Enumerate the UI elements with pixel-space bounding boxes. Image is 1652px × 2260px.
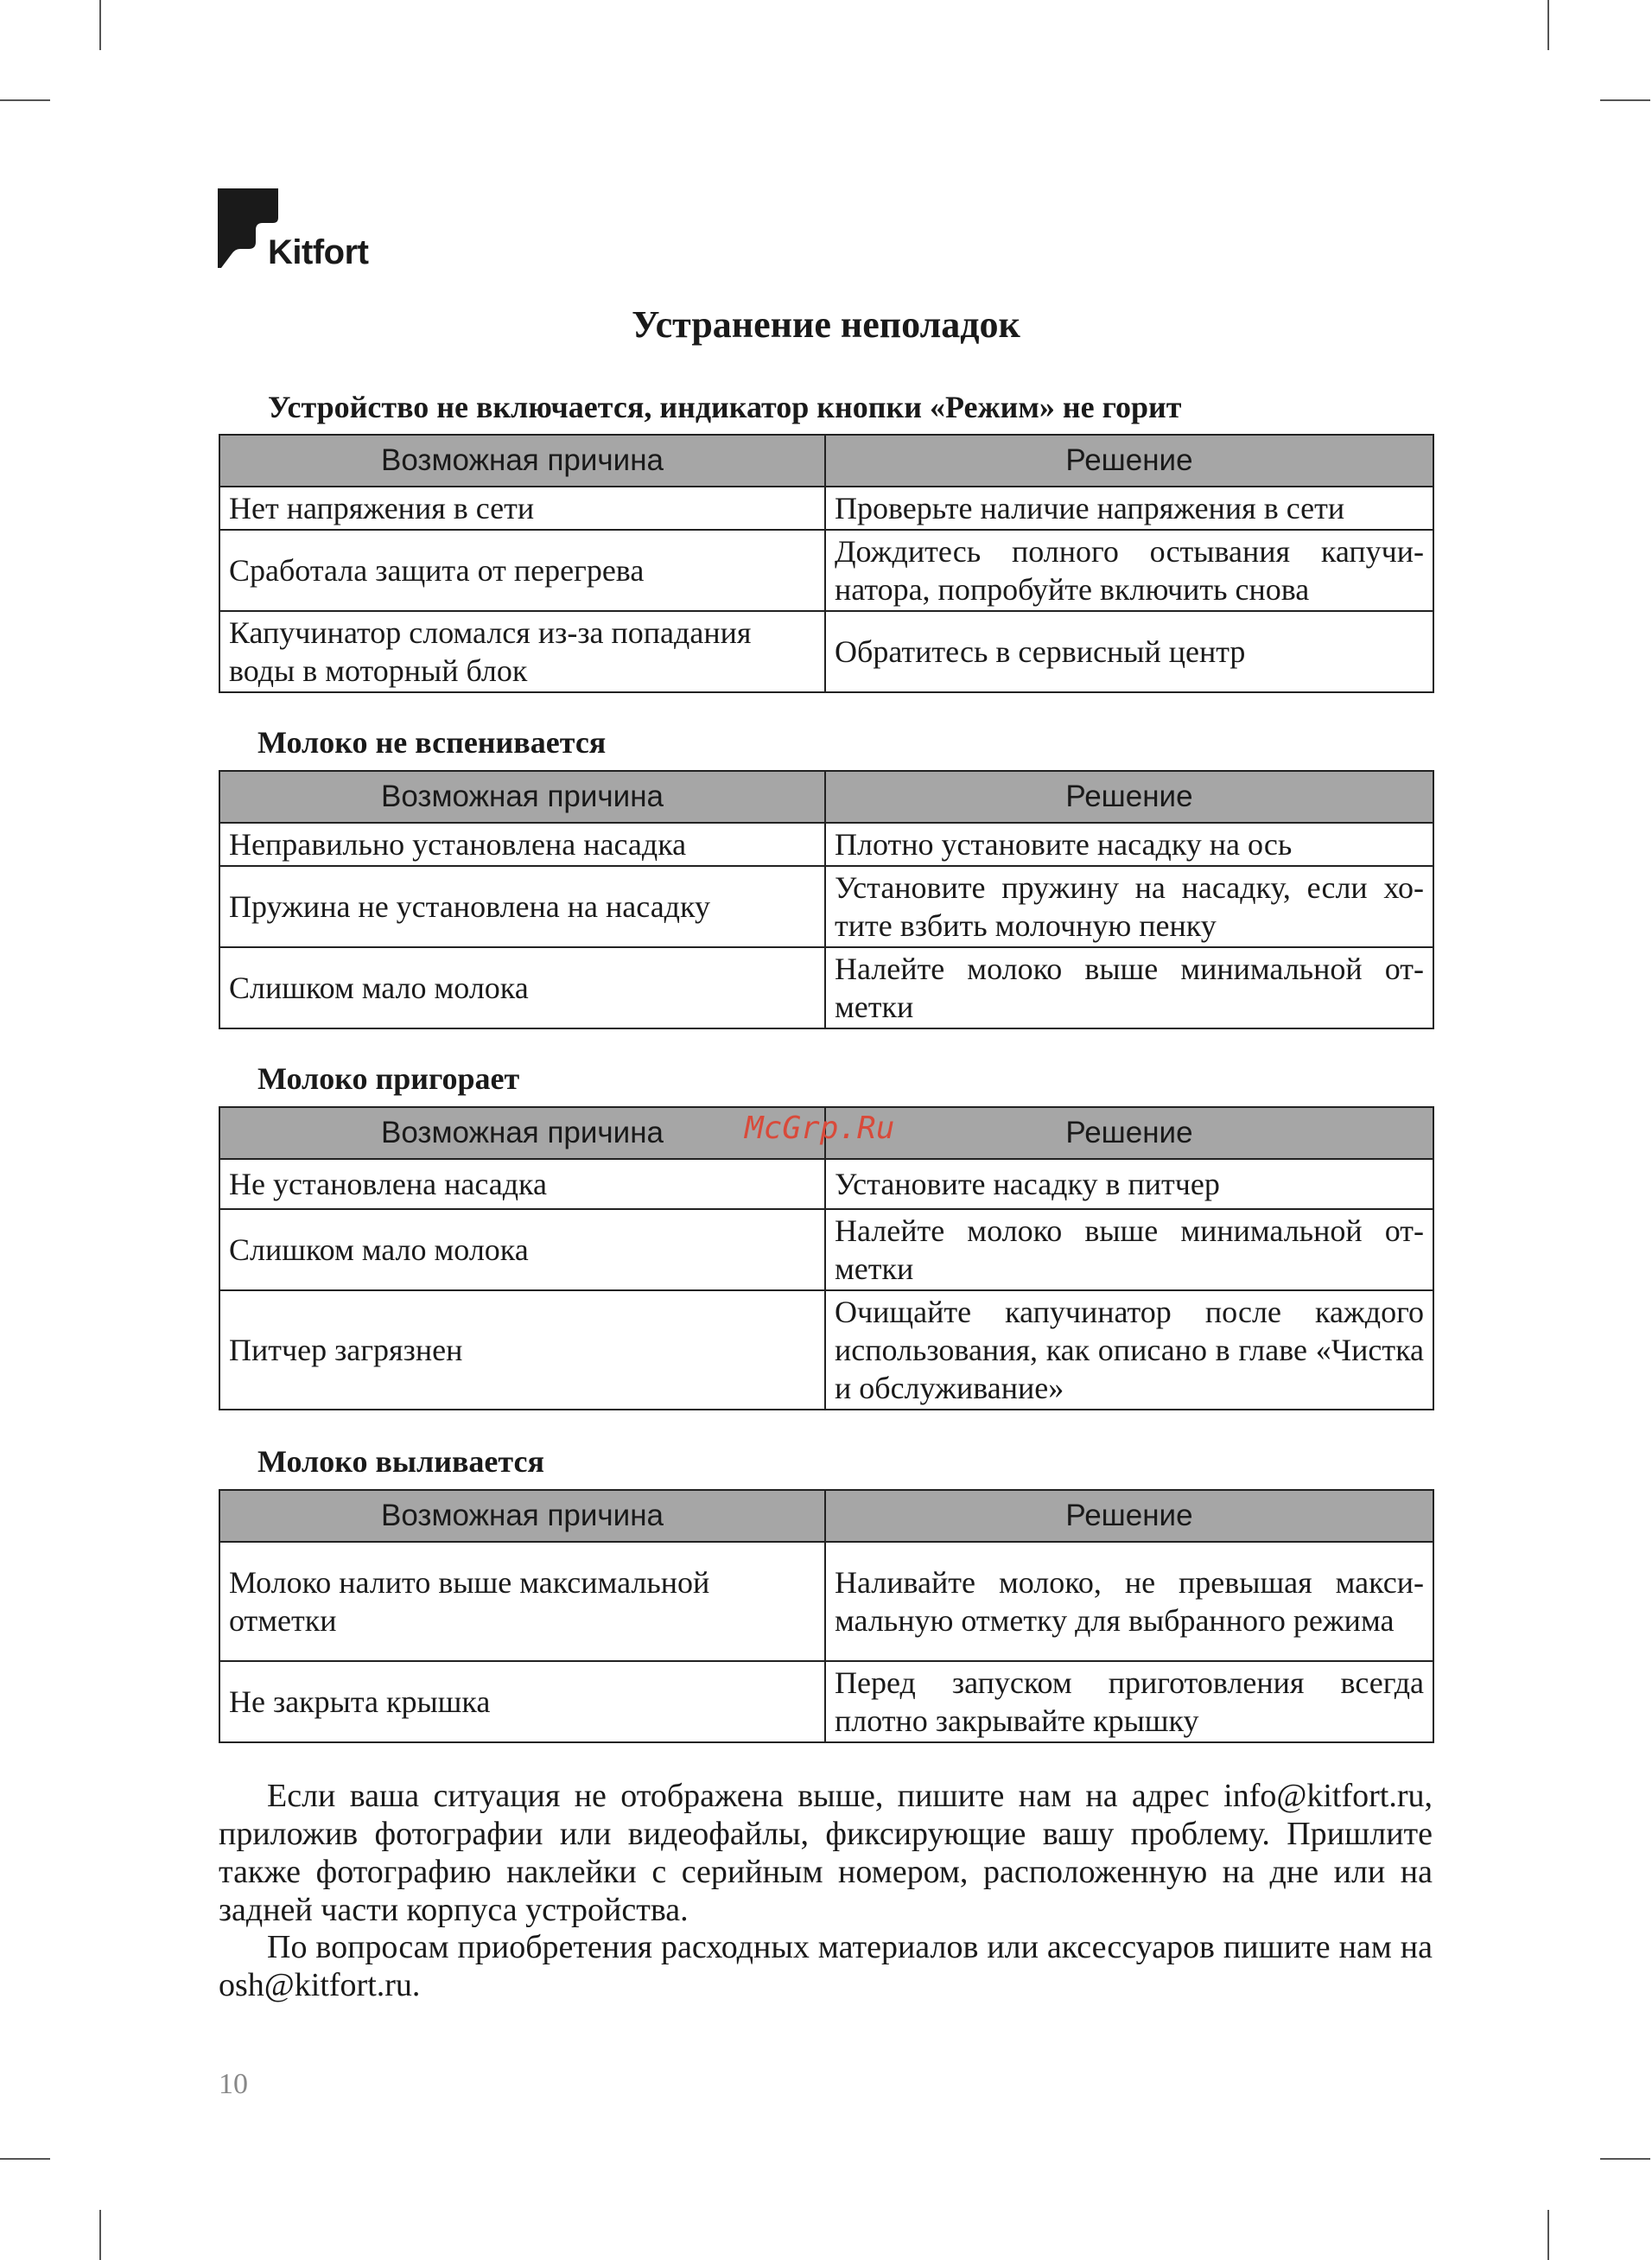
header-cause: Возможная причина [219,1107,825,1159]
table-row [219,866,1433,947]
solution-cell: Установите пружину на насадку, если хотите взбить молочную пенку [825,866,1433,947]
section-heading: Молоко не вспенивается [257,725,607,760]
troubleshooting-table [219,1106,1434,1410]
solution-cell: Перед запуском приготовления всегда плотно закрывайте крышку [825,1661,1433,1742]
cause-cell: Неправильно установлена насадка [219,823,825,866]
cause-cell: Не закрыта крышка [219,1661,825,1742]
contact-paragraph [219,1777,1433,1929]
cause-cell: Питчер загрязнен [219,1290,825,1410]
crop-mark [99,2210,101,2260]
crop-mark [1547,2210,1549,2260]
table-row [219,1542,1433,1661]
paragraph-text: Если ваша ситуация не отображена выше, пишите нам на адрес info@kitfort.ru, приложив фотографии или видеофайлы, фиксирующие вашу проблему. Пришлите также фотографию наклейки с серийным номером, расположенную на дне или на задней части корпуса устройства. [219,1778,1433,1928]
cause-cell: Пружина не установлена на насадку [219,866,825,947]
solution-cell: Дождитесь полного остывания капучинатора, попробуйте включить снова [825,530,1433,611]
troubleshooting-table [219,770,1434,1029]
table-row [219,1290,1433,1410]
crop-mark [1600,2158,1650,2160]
cause-cell: Сработала защита от перегрева [219,530,825,611]
table-row [219,487,1433,530]
table-row [219,947,1433,1028]
page-title: Устранение неполадок [632,303,1020,346]
solution-cell: Установите насадку в питчер [825,1159,1433,1209]
header-solution: Решение [825,1107,1433,1159]
cause-cell: Не установлена насадка [219,1159,825,1209]
header-cause: Возможная причина [219,771,825,823]
page-number: 10 [219,2068,248,2100]
header-solution: Решение [825,435,1433,487]
crop-mark [99,0,101,50]
section-heading: Молоко пригорает [257,1061,520,1096]
table-header-row [219,1490,1433,1542]
header-cause: Возможная причина [219,1490,825,1542]
solution-cell: Очищайте капучинатор после каждого использования, как описано в главе «Чистка и обслуживание» [825,1290,1433,1410]
solution-cell: Налейте молоко выше минимальной отметки [825,1209,1433,1290]
watermark: McGrp.Ru [745,1111,895,1146]
solution-cell: Плотно установите насадку на ось [825,823,1433,866]
troubleshooting-table [219,434,1434,693]
crop-mark [0,2158,50,2160]
table-row [219,611,1433,692]
table-row [219,530,1433,611]
header-cause: Возможная причина [219,435,825,487]
cause-cell: Капучинатор сломался из-за попадания воды в моторный блок [219,611,825,692]
crop-mark [1600,99,1650,101]
table-row [219,1661,1433,1742]
paragraph-text: По вопросам приобретения расходных материалов или аксессуаров пишите нам на osh@kitfort.ru. [219,1929,1433,2003]
crop-mark [0,99,50,101]
cause-cell: Слишком мало молока [219,947,825,1028]
troubleshooting-table [219,1489,1434,1743]
header-solution: Решение [825,771,1433,823]
crop-mark [1547,0,1549,50]
solution-cell: Налейте молоко выше минимальной отметки [825,947,1433,1028]
section-heading: Устройство не включается, индикатор кнопки «Режим» не горит [268,390,1182,424]
header-solution: Решение [825,1490,1433,1542]
cause-cell: Слишком мало молока [219,1209,825,1290]
brand-logo [218,188,391,271]
solution-cell: Наливайте молоко, не превышая максимальную отметку для выбранного режима [825,1542,1433,1661]
table-header-row [219,435,1433,487]
cause-cell: Молоко налито выше максимальной отметки [219,1542,825,1661]
table-header-row [219,771,1433,823]
brand-name: Kitfort [268,233,369,271]
table-row [219,823,1433,866]
table-row [219,1159,1433,1209]
table-row [219,1209,1433,1290]
section-heading: Молоко выливается [257,1444,544,1479]
solution-cell: Обратитесь в сервисный центр [825,611,1433,692]
accessories-paragraph [219,1928,1433,2004]
cause-cell: Нет напряжения в сети [219,487,825,530]
solution-cell: Проверьте наличие напряжения в сети [825,487,1433,530]
